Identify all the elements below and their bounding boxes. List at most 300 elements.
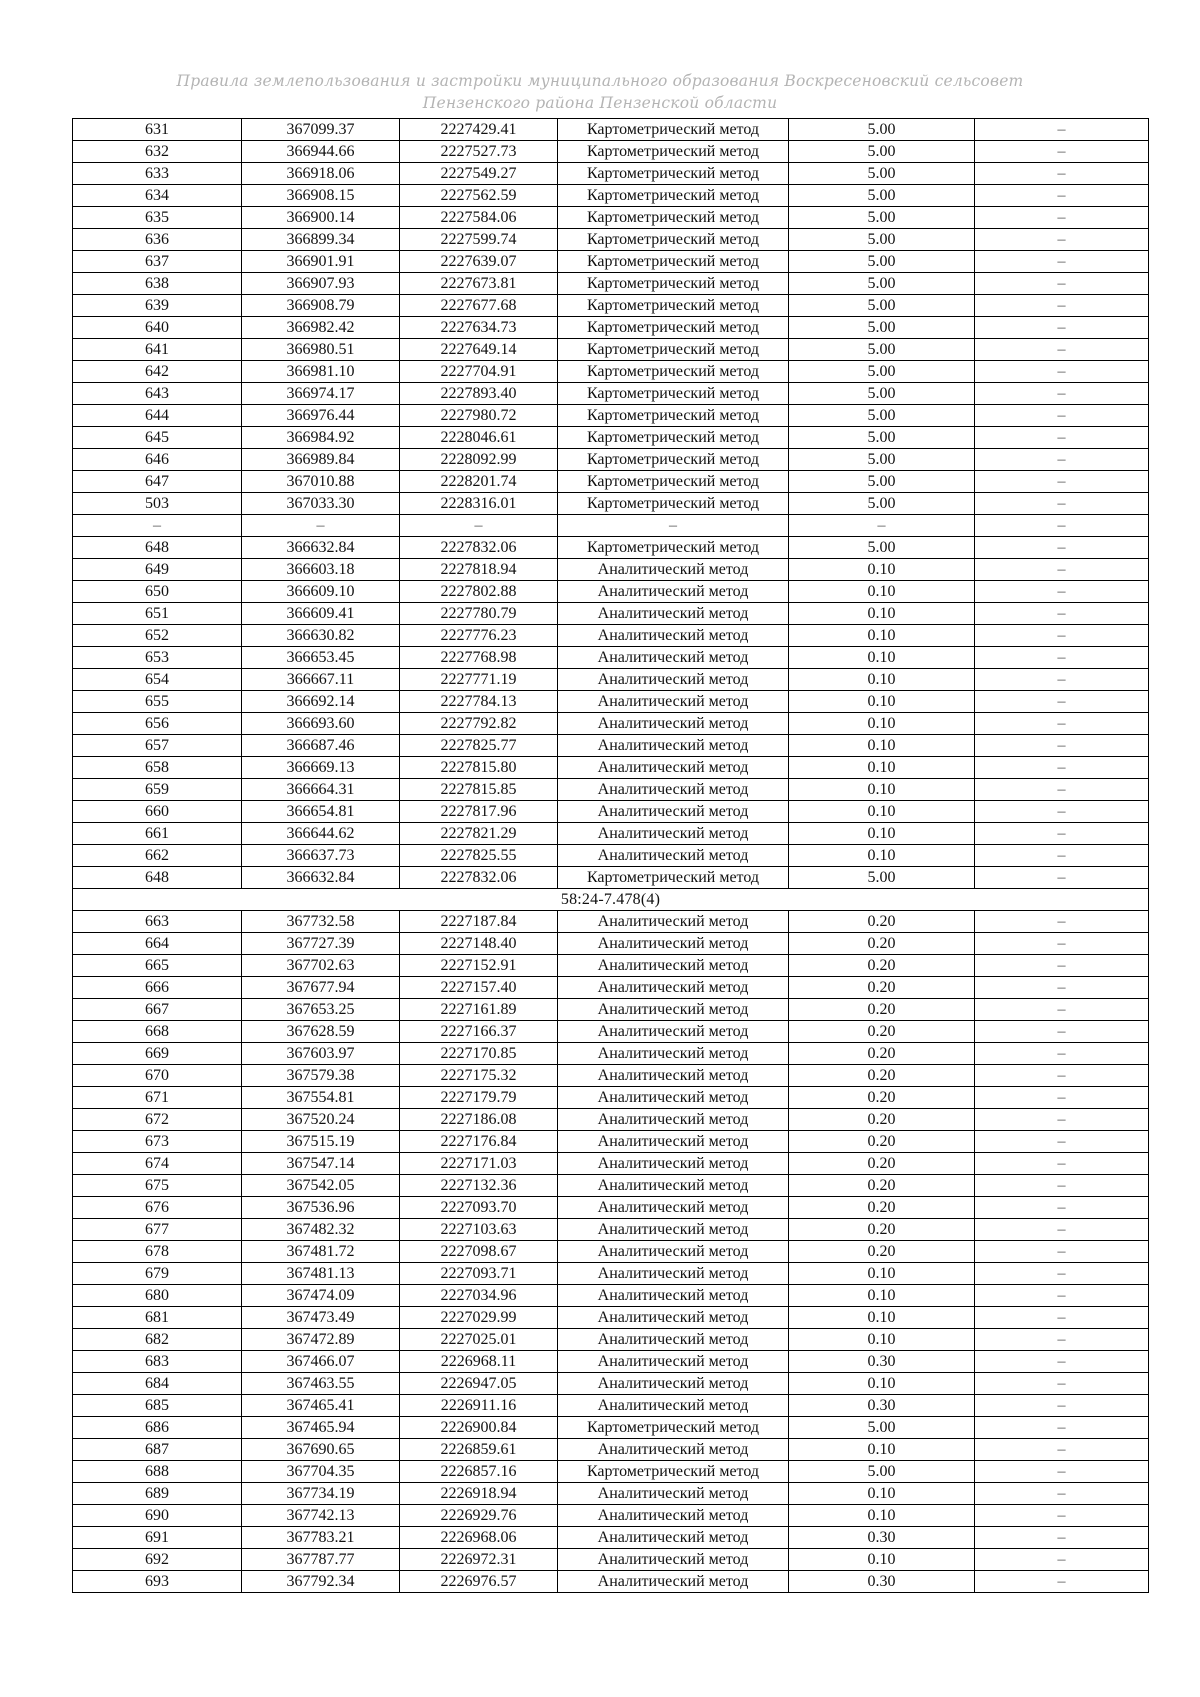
note-cell: – bbox=[975, 1109, 1149, 1131]
table-row bbox=[73, 757, 1149, 779]
table-row bbox=[73, 295, 1149, 317]
note-cell: – bbox=[975, 317, 1149, 339]
point-number-cell: 650 bbox=[73, 581, 242, 603]
accuracy-cell: 0.10 bbox=[789, 801, 975, 823]
x-coordinate-cell: 366900.14 bbox=[242, 207, 400, 229]
accuracy-cell: 0.20 bbox=[789, 977, 975, 999]
y-coordinate-cell: 2227132.36 bbox=[400, 1175, 558, 1197]
y-coordinate-cell: 2227832.06 bbox=[400, 867, 558, 889]
point-number-cell: 685 bbox=[73, 1395, 242, 1417]
y-coordinate-cell: 2227103.63 bbox=[400, 1219, 558, 1241]
y-coordinate-cell: 2227817.96 bbox=[400, 801, 558, 823]
table-row bbox=[73, 141, 1149, 163]
method-cell: Картометрический метод bbox=[558, 427, 789, 449]
y-coordinate-cell: 2227634.73 bbox=[400, 317, 558, 339]
x-coordinate-cell: 366603.18 bbox=[242, 559, 400, 581]
note-cell: – bbox=[975, 1549, 1149, 1571]
x-coordinate-cell: 367734.19 bbox=[242, 1483, 400, 1505]
table-row bbox=[73, 515, 1149, 537]
note-cell: – bbox=[975, 1329, 1149, 1351]
accuracy-cell: 0.10 bbox=[789, 1439, 975, 1461]
x-coordinate-cell: 366669.13 bbox=[242, 757, 400, 779]
method-cell: Аналитический метод bbox=[558, 801, 789, 823]
table-row bbox=[73, 493, 1149, 515]
accuracy-cell: 0.20 bbox=[789, 1043, 975, 1065]
method-cell: Картометрический метод bbox=[558, 207, 789, 229]
accuracy-cell: 5.00 bbox=[789, 867, 975, 889]
table-row bbox=[73, 735, 1149, 757]
x-coordinate-cell: 366687.46 bbox=[242, 735, 400, 757]
point-number-cell: 641 bbox=[73, 339, 242, 361]
table-row bbox=[73, 669, 1149, 691]
method-cell: Аналитический метод bbox=[558, 1153, 789, 1175]
method-cell: Картометрический метод bbox=[558, 1417, 789, 1439]
table-row bbox=[73, 955, 1149, 977]
x-coordinate-cell: 367474.09 bbox=[242, 1285, 400, 1307]
table-row bbox=[73, 581, 1149, 603]
point-number-cell: 683 bbox=[73, 1351, 242, 1373]
note-cell: – bbox=[975, 999, 1149, 1021]
point-number-cell: 669 bbox=[73, 1043, 242, 1065]
method-cell: Картометрический метод bbox=[558, 493, 789, 515]
point-number-cell: 672 bbox=[73, 1109, 242, 1131]
point-number-cell: 675 bbox=[73, 1175, 242, 1197]
note-cell: – bbox=[975, 1087, 1149, 1109]
table-row bbox=[73, 229, 1149, 251]
note-cell: – bbox=[975, 1175, 1149, 1197]
accuracy-cell: 0.10 bbox=[789, 669, 975, 691]
point-number-cell: 668 bbox=[73, 1021, 242, 1043]
table-row bbox=[73, 1417, 1149, 1439]
accuracy-cell: – bbox=[789, 515, 975, 537]
y-coordinate-cell: 2227186.08 bbox=[400, 1109, 558, 1131]
accuracy-cell: 0.10 bbox=[789, 647, 975, 669]
accuracy-cell: 5.00 bbox=[789, 427, 975, 449]
table-row bbox=[73, 1527, 1149, 1549]
x-coordinate-cell: 366974.17 bbox=[242, 383, 400, 405]
note-cell: – bbox=[975, 1461, 1149, 1483]
note-cell: – bbox=[975, 295, 1149, 317]
note-cell: – bbox=[975, 647, 1149, 669]
note-cell: – bbox=[975, 229, 1149, 251]
accuracy-cell: 0.20 bbox=[789, 1021, 975, 1043]
accuracy-cell: 0.10 bbox=[789, 735, 975, 757]
table-row bbox=[73, 1483, 1149, 1505]
accuracy-cell: 0.10 bbox=[789, 691, 975, 713]
y-coordinate-cell: 2226918.94 bbox=[400, 1483, 558, 1505]
method-cell: Картометрический метод bbox=[558, 361, 789, 383]
note-cell: – bbox=[975, 1373, 1149, 1395]
header-line-1: Правила землепользования и застройки муниципального образования Воскресеновский сельсовет bbox=[176, 72, 1024, 90]
point-number-cell: 692 bbox=[73, 1549, 242, 1571]
note-cell: – bbox=[975, 405, 1149, 427]
accuracy-cell: 0.10 bbox=[789, 1483, 975, 1505]
table-row bbox=[73, 977, 1149, 999]
accuracy-cell: 0.30 bbox=[789, 1527, 975, 1549]
accuracy-cell: 5.00 bbox=[789, 185, 975, 207]
method-cell: Картометрический метод bbox=[558, 537, 789, 559]
method-cell: Аналитический метод bbox=[558, 1175, 789, 1197]
method-cell: Картометрический метод bbox=[558, 471, 789, 493]
x-coordinate-cell: 367465.94 bbox=[242, 1417, 400, 1439]
table-row bbox=[73, 1263, 1149, 1285]
table-row bbox=[73, 317, 1149, 339]
x-coordinate-cell: 366981.10 bbox=[242, 361, 400, 383]
point-number-cell: 648 bbox=[73, 537, 242, 559]
y-coordinate-cell: 2228201.74 bbox=[400, 471, 558, 493]
x-coordinate-cell: 367466.07 bbox=[242, 1351, 400, 1373]
method-cell: Аналитический метод bbox=[558, 1241, 789, 1263]
note-cell: – bbox=[975, 757, 1149, 779]
table-row bbox=[73, 207, 1149, 229]
method-cell: Аналитический метод bbox=[558, 1065, 789, 1087]
table-row bbox=[73, 383, 1149, 405]
y-coordinate-cell: 2226947.05 bbox=[400, 1373, 558, 1395]
point-number-cell: 649 bbox=[73, 559, 242, 581]
point-number-cell: 678 bbox=[73, 1241, 242, 1263]
method-cell: Аналитический метод bbox=[558, 1505, 789, 1527]
note-cell: – bbox=[975, 493, 1149, 515]
note-cell: – bbox=[975, 823, 1149, 845]
method-cell: Аналитический метод bbox=[558, 1131, 789, 1153]
y-coordinate-cell: 2227093.71 bbox=[400, 1263, 558, 1285]
method-cell: Аналитический метод bbox=[558, 647, 789, 669]
point-number-cell: 634 bbox=[73, 185, 242, 207]
note-cell: – bbox=[975, 1505, 1149, 1527]
x-coordinate-cell: 367472.89 bbox=[242, 1329, 400, 1351]
accuracy-cell: 5.00 bbox=[789, 493, 975, 515]
note-cell: – bbox=[975, 911, 1149, 933]
accuracy-cell: 0.10 bbox=[789, 1263, 975, 1285]
note-cell: – bbox=[975, 1043, 1149, 1065]
point-number-cell: 657 bbox=[73, 735, 242, 757]
x-coordinate-cell: 366667.11 bbox=[242, 669, 400, 691]
y-coordinate-cell: 2226859.61 bbox=[400, 1439, 558, 1461]
method-cell: Аналитический метод bbox=[558, 559, 789, 581]
method-cell: Аналитический метод bbox=[558, 603, 789, 625]
method-cell: Аналитический метод bbox=[558, 845, 789, 867]
section-header-row bbox=[73, 889, 1149, 911]
point-number-cell: 662 bbox=[73, 845, 242, 867]
x-coordinate-cell: 366908.15 bbox=[242, 185, 400, 207]
x-coordinate-cell: 367481.72 bbox=[242, 1241, 400, 1263]
x-coordinate-cell: – bbox=[242, 515, 400, 537]
point-number-cell: 671 bbox=[73, 1087, 242, 1109]
note-cell: – bbox=[975, 207, 1149, 229]
table-row bbox=[73, 1065, 1149, 1087]
table-row bbox=[73, 933, 1149, 955]
x-coordinate-cell: 366901.91 bbox=[242, 251, 400, 273]
accuracy-cell: 0.20 bbox=[789, 911, 975, 933]
note-cell: – bbox=[975, 119, 1149, 141]
x-coordinate-cell: 367542.05 bbox=[242, 1175, 400, 1197]
x-coordinate-cell: 367481.13 bbox=[242, 1263, 400, 1285]
note-cell: – bbox=[975, 933, 1149, 955]
note-cell: – bbox=[975, 1131, 1149, 1153]
method-cell: Аналитический метод bbox=[558, 1197, 789, 1219]
accuracy-cell: 5.00 bbox=[789, 229, 975, 251]
point-number-cell: 638 bbox=[73, 273, 242, 295]
method-cell: Картометрический метод bbox=[558, 1461, 789, 1483]
x-coordinate-cell: 366632.84 bbox=[242, 867, 400, 889]
table-row bbox=[73, 801, 1149, 823]
coordinates-table-body bbox=[73, 119, 1149, 1593]
y-coordinate-cell: 2227784.13 bbox=[400, 691, 558, 713]
point-number-cell: 670 bbox=[73, 1065, 242, 1087]
note-cell: – bbox=[975, 845, 1149, 867]
accuracy-cell: 5.00 bbox=[789, 119, 975, 141]
accuracy-cell: 5.00 bbox=[789, 273, 975, 295]
table-row bbox=[73, 1153, 1149, 1175]
method-cell: Аналитический метод bbox=[558, 955, 789, 977]
y-coordinate-cell: 2226976.57 bbox=[400, 1571, 558, 1593]
method-cell: Аналитический метод bbox=[558, 977, 789, 999]
accuracy-cell: 0.10 bbox=[789, 559, 975, 581]
table-row bbox=[73, 1461, 1149, 1483]
method-cell: Аналитический метод bbox=[558, 1329, 789, 1351]
method-cell: – bbox=[558, 515, 789, 537]
y-coordinate-cell: 2226900.84 bbox=[400, 1417, 558, 1439]
x-coordinate-cell: 367732.58 bbox=[242, 911, 400, 933]
x-coordinate-cell: 367482.32 bbox=[242, 1219, 400, 1241]
x-coordinate-cell: 367653.25 bbox=[242, 999, 400, 1021]
y-coordinate-cell: 2227170.85 bbox=[400, 1043, 558, 1065]
accuracy-cell: 5.00 bbox=[789, 1417, 975, 1439]
point-number-cell: 631 bbox=[73, 119, 242, 141]
table-row bbox=[73, 361, 1149, 383]
x-coordinate-cell: 366908.79 bbox=[242, 295, 400, 317]
point-number-cell: 677 bbox=[73, 1219, 242, 1241]
y-coordinate-cell: 2226972.31 bbox=[400, 1549, 558, 1571]
point-number-cell: 654 bbox=[73, 669, 242, 691]
x-coordinate-cell: 366644.62 bbox=[242, 823, 400, 845]
accuracy-cell: 0.10 bbox=[789, 757, 975, 779]
table-row bbox=[73, 1329, 1149, 1351]
x-coordinate-cell: 366907.93 bbox=[242, 273, 400, 295]
accuracy-cell: 5.00 bbox=[789, 383, 975, 405]
point-number-cell: 687 bbox=[73, 1439, 242, 1461]
x-coordinate-cell: 366989.84 bbox=[242, 449, 400, 471]
method-cell: Картометрический метод bbox=[558, 119, 789, 141]
table-row bbox=[73, 471, 1149, 493]
note-cell: – bbox=[975, 559, 1149, 581]
x-coordinate-cell: 366664.31 bbox=[242, 779, 400, 801]
y-coordinate-cell: 2227176.84 bbox=[400, 1131, 558, 1153]
accuracy-cell: 0.10 bbox=[789, 779, 975, 801]
table-row bbox=[73, 1395, 1149, 1417]
method-cell: Картометрический метод bbox=[558, 867, 789, 889]
y-coordinate-cell: 2227639.07 bbox=[400, 251, 558, 273]
accuracy-cell: 0.20 bbox=[789, 1219, 975, 1241]
table-row bbox=[73, 823, 1149, 845]
x-coordinate-cell: 367473.49 bbox=[242, 1307, 400, 1329]
method-cell: Аналитический метод bbox=[558, 1109, 789, 1131]
note-cell: – bbox=[975, 779, 1149, 801]
point-number-cell: 503 bbox=[73, 493, 242, 515]
table-row bbox=[73, 713, 1149, 735]
x-coordinate-cell: 367554.81 bbox=[242, 1087, 400, 1109]
note-cell: – bbox=[975, 1351, 1149, 1373]
y-coordinate-cell: 2227157.40 bbox=[400, 977, 558, 999]
method-cell: Аналитический метод bbox=[558, 1219, 789, 1241]
accuracy-cell: 0.10 bbox=[789, 845, 975, 867]
accuracy-cell: 0.10 bbox=[789, 1307, 975, 1329]
x-coordinate-cell: 366984.92 bbox=[242, 427, 400, 449]
table-row bbox=[73, 559, 1149, 581]
x-coordinate-cell: 367677.94 bbox=[242, 977, 400, 999]
y-coordinate-cell: 2226968.06 bbox=[400, 1527, 558, 1549]
table-row bbox=[73, 185, 1149, 207]
point-number-cell: 646 bbox=[73, 449, 242, 471]
y-coordinate-cell: 2227029.99 bbox=[400, 1307, 558, 1329]
x-coordinate-cell: 366976.44 bbox=[242, 405, 400, 427]
accuracy-cell: 0.20 bbox=[789, 1153, 975, 1175]
coordinates-table bbox=[72, 118, 1149, 1593]
accuracy-cell: 0.10 bbox=[789, 713, 975, 735]
y-coordinate-cell: 2227768.98 bbox=[400, 647, 558, 669]
table-row bbox=[73, 625, 1149, 647]
note-cell: – bbox=[975, 977, 1149, 999]
method-cell: Аналитический метод bbox=[558, 779, 789, 801]
x-coordinate-cell: 366637.73 bbox=[242, 845, 400, 867]
method-cell: Аналитический метод bbox=[558, 1087, 789, 1109]
note-cell: – bbox=[975, 471, 1149, 493]
note-cell: – bbox=[975, 1263, 1149, 1285]
y-coordinate-cell: 2227152.91 bbox=[400, 955, 558, 977]
x-coordinate-cell: 367690.65 bbox=[242, 1439, 400, 1461]
y-coordinate-cell: 2227179.79 bbox=[400, 1087, 558, 1109]
note-cell: – bbox=[975, 867, 1149, 889]
x-coordinate-cell: 367702.63 bbox=[242, 955, 400, 977]
method-cell: Аналитический метод bbox=[558, 735, 789, 757]
point-number-cell: 639 bbox=[73, 295, 242, 317]
y-coordinate-cell: 2227584.06 bbox=[400, 207, 558, 229]
table-row bbox=[73, 1307, 1149, 1329]
accuracy-cell: 0.30 bbox=[789, 1395, 975, 1417]
method-cell: Картометрический метод bbox=[558, 229, 789, 251]
table-row bbox=[73, 1109, 1149, 1131]
x-coordinate-cell: 366632.84 bbox=[242, 537, 400, 559]
method-cell: Аналитический метод bbox=[558, 757, 789, 779]
table-row bbox=[73, 1043, 1149, 1065]
point-number-cell: 667 bbox=[73, 999, 242, 1021]
accuracy-cell: 5.00 bbox=[789, 339, 975, 361]
header-line-2: Пензенского района Пензенской области bbox=[422, 94, 778, 112]
note-cell: – bbox=[975, 273, 1149, 295]
x-coordinate-cell: 367603.97 bbox=[242, 1043, 400, 1065]
accuracy-cell: 5.00 bbox=[789, 537, 975, 559]
accuracy-cell: 0.20 bbox=[789, 1175, 975, 1197]
accuracy-cell: 5.00 bbox=[789, 295, 975, 317]
table-row bbox=[73, 251, 1149, 273]
x-coordinate-cell: 366980.51 bbox=[242, 339, 400, 361]
point-number-cell: 660 bbox=[73, 801, 242, 823]
table-row bbox=[73, 1219, 1149, 1241]
x-coordinate-cell: 367783.21 bbox=[242, 1527, 400, 1549]
x-coordinate-cell: 366899.34 bbox=[242, 229, 400, 251]
point-number-cell: 653 bbox=[73, 647, 242, 669]
y-coordinate-cell: 2227802.88 bbox=[400, 581, 558, 603]
point-number-cell: 645 bbox=[73, 427, 242, 449]
accuracy-cell: 0.10 bbox=[789, 1505, 975, 1527]
y-coordinate-cell: 2227825.55 bbox=[400, 845, 558, 867]
note-cell: – bbox=[975, 1417, 1149, 1439]
y-coordinate-cell: 2227893.40 bbox=[400, 383, 558, 405]
note-cell: – bbox=[975, 1483, 1149, 1505]
note-cell: – bbox=[975, 955, 1149, 977]
method-cell: Аналитический метод bbox=[558, 581, 789, 603]
point-number-cell: 635 bbox=[73, 207, 242, 229]
table-row bbox=[73, 845, 1149, 867]
y-coordinate-cell: 2227825.77 bbox=[400, 735, 558, 757]
method-cell: Аналитический метод bbox=[558, 1307, 789, 1329]
note-cell: – bbox=[975, 1219, 1149, 1241]
accuracy-cell: 0.20 bbox=[789, 1241, 975, 1263]
table-row bbox=[73, 647, 1149, 669]
x-coordinate-cell: 367033.30 bbox=[242, 493, 400, 515]
y-coordinate-cell: – bbox=[400, 515, 558, 537]
method-cell: Картометрический метод bbox=[558, 295, 789, 317]
accuracy-cell: 0.30 bbox=[789, 1571, 975, 1593]
point-number-cell: 644 bbox=[73, 405, 242, 427]
point-number-cell: 640 bbox=[73, 317, 242, 339]
note-cell: – bbox=[975, 669, 1149, 691]
y-coordinate-cell: 2226857.16 bbox=[400, 1461, 558, 1483]
note-cell: – bbox=[975, 1395, 1149, 1417]
y-coordinate-cell: 2227815.80 bbox=[400, 757, 558, 779]
y-coordinate-cell: 2227704.91 bbox=[400, 361, 558, 383]
y-coordinate-cell: 2227549.27 bbox=[400, 163, 558, 185]
point-number-cell: 647 bbox=[73, 471, 242, 493]
y-coordinate-cell: 2227562.59 bbox=[400, 185, 558, 207]
accuracy-cell: 0.30 bbox=[789, 1351, 975, 1373]
x-coordinate-cell: 366654.81 bbox=[242, 801, 400, 823]
accuracy-cell: 0.20 bbox=[789, 1087, 975, 1109]
x-coordinate-cell: 367742.13 bbox=[242, 1505, 400, 1527]
method-cell: Картометрический метод bbox=[558, 141, 789, 163]
table-row bbox=[73, 273, 1149, 295]
note-cell: – bbox=[975, 1065, 1149, 1087]
y-coordinate-cell: 2227599.74 bbox=[400, 229, 558, 251]
table-row bbox=[73, 779, 1149, 801]
note-cell: – bbox=[975, 537, 1149, 559]
point-number-cell: 682 bbox=[73, 1329, 242, 1351]
point-number-cell: 651 bbox=[73, 603, 242, 625]
accuracy-cell: 0.10 bbox=[789, 1549, 975, 1571]
note-cell: – bbox=[975, 581, 1149, 603]
table-row bbox=[73, 1373, 1149, 1395]
x-coordinate-cell: 367099.37 bbox=[242, 119, 400, 141]
accuracy-cell: 0.20 bbox=[789, 999, 975, 1021]
table-row bbox=[73, 1131, 1149, 1153]
accuracy-cell: 5.00 bbox=[789, 317, 975, 339]
table-row bbox=[73, 1241, 1149, 1263]
point-number-cell: 661 bbox=[73, 823, 242, 845]
y-coordinate-cell: 2227815.85 bbox=[400, 779, 558, 801]
point-number-cell: 664 bbox=[73, 933, 242, 955]
accuracy-cell: 0.20 bbox=[789, 955, 975, 977]
point-number-cell: 636 bbox=[73, 229, 242, 251]
x-coordinate-cell: 367547.14 bbox=[242, 1153, 400, 1175]
x-coordinate-cell: 367787.77 bbox=[242, 1549, 400, 1571]
method-cell: Картометрический метод bbox=[558, 383, 789, 405]
y-coordinate-cell: 2227792.82 bbox=[400, 713, 558, 735]
point-number-cell: 693 bbox=[73, 1571, 242, 1593]
method-cell: Аналитический метод bbox=[558, 1549, 789, 1571]
accuracy-cell: 0.10 bbox=[789, 823, 975, 845]
accuracy-cell: 5.00 bbox=[789, 1461, 975, 1483]
x-coordinate-cell: 367465.41 bbox=[242, 1395, 400, 1417]
